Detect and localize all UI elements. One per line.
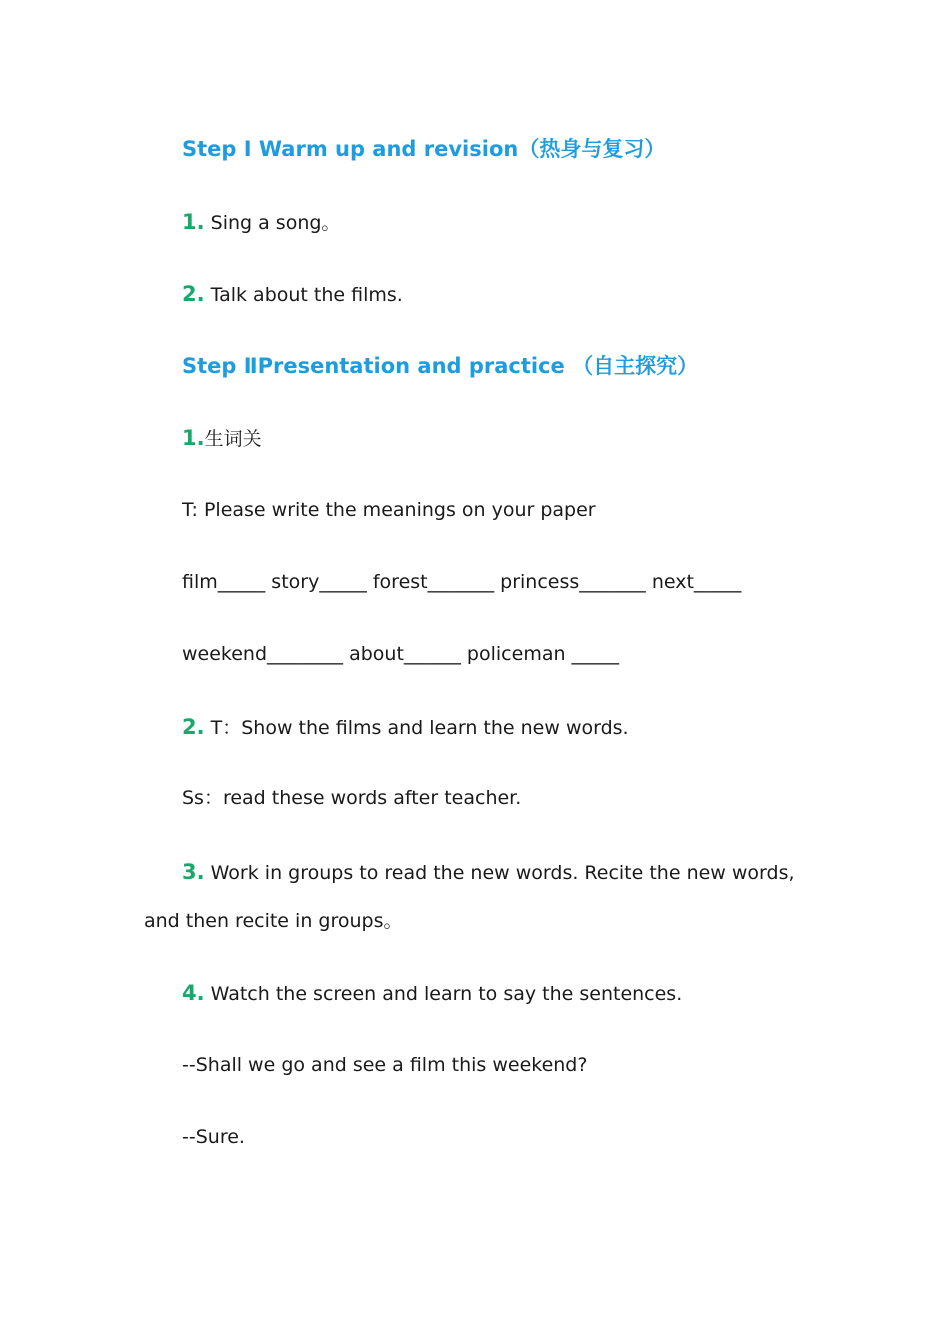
step1-item-2 [182,282,403,307]
vocabulary-blanks-1: film_____ story_____ forest_______ princess_______ next_____ [182,571,742,593]
item-text: Work in groups to read the new words. Recite the new words, [204,862,795,884]
item-text: T：Show the films and learn the new words. [204,717,629,739]
item-text: Talk about the films. [204,284,403,306]
vocabulary-blanks-2: weekend________ about______ policeman _____ [182,643,620,665]
step1-item-1 [182,210,340,235]
step2-item-1 [182,426,262,451]
item-number: 3. [182,860,205,884]
item-number: 2. [182,715,205,739]
item-text: Sing a song。 [204,212,341,234]
teacher-instruction: T: Please write the meanings on your paper [182,499,596,521]
item-number: 2. [182,282,205,306]
step1-heading: Step I Warm up and revision（热身与复习） [182,137,666,161]
item-text: 生词关 [204,428,262,450]
item-text: Watch the screen and learn to say the sentences. [204,983,683,1005]
step2-heading: Step ⅡPresentation and practice （自主探究） [182,354,699,378]
item-number: 1. [182,426,205,450]
step2-item-2 [182,715,629,740]
dialogue-line-2: --Sure. [182,1126,245,1148]
step2-item-4 [182,981,682,1006]
item-number: 1. [182,210,205,234]
item-number: 4. [182,981,205,1005]
students-instruction: Ss：read these words after teacher. [182,787,522,809]
step2-item-3-continuation: and then recite in groups。 [144,910,403,932]
dialogue-line-1: --Shall we go and see a film this weekend? [182,1054,588,1076]
step2-item-3 [182,860,795,885]
